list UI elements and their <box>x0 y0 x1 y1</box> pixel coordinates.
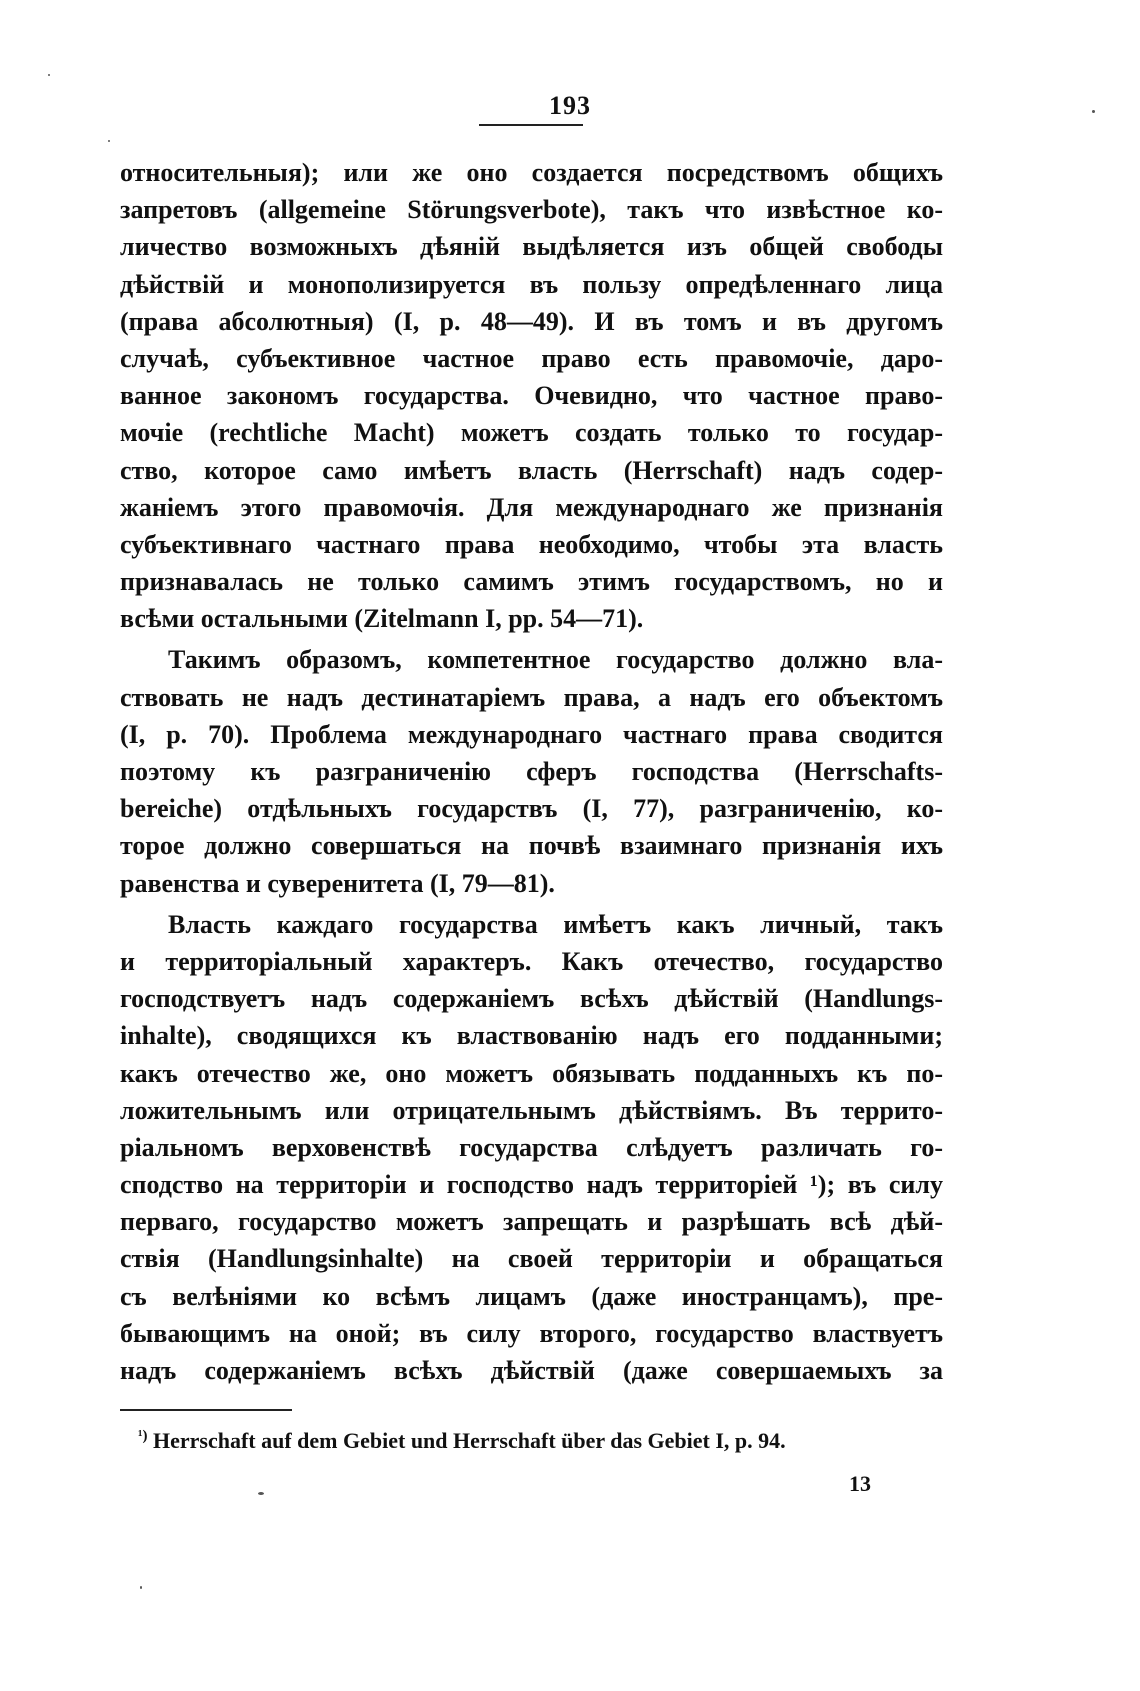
text-line: Такимъ образомъ, компетентное государство должно вла- <box>168 645 943 675</box>
text-line: равенства и суверенитета (I, 79—81). <box>120 868 555 898</box>
text-line: ствія (Handlungsinhalte) на своей территоріи и обращаться <box>120 1244 943 1274</box>
text-line: ство, которое само имѣетъ власть (Herrschaft) надъ содер- <box>120 455 943 485</box>
paragraph-2 <box>120 641 943 901</box>
scan-speck <box>1092 110 1095 113</box>
scan-speck <box>140 1586 142 1589</box>
text-line: всѣми остальными (Zitelmann I, pp. 54—71). <box>120 604 644 634</box>
text-line: относительныя); или же оно создается посредствомъ общихъ <box>120 158 943 187</box>
paragraph-3 <box>120 906 943 1389</box>
text-line: ванное закономъ государства. Очевидно, что частное право- <box>120 381 943 411</box>
text-line: личество возможныхъ дѣяній выдѣляется изъ общей свободы <box>120 232 943 262</box>
text-line: признавалась не только самимъ этимъ государствомъ, но и <box>120 567 943 597</box>
scan-speck <box>48 74 50 76</box>
header-rule <box>479 124 583 126</box>
body-text <box>120 154 943 1389</box>
scan-speck <box>108 140 110 142</box>
text-line: (I, p. 70). Проблема международнаго частнаго права сводится <box>120 719 943 749</box>
footnote-text: Herrschaft auf dem Gebiet und Herrschaft über das Gebiet I, p. 94. <box>153 1428 786 1453</box>
text-line: мочіе (rechtliche Macht) можетъ создать только то государ- <box>120 418 943 448</box>
text-line: надъ содержаніемъ всѣхъ дѣйствій (даже совершаемыхъ за <box>120 1356 943 1385</box>
text-line: (права абсолютныя) (I, p. 48—49). И въ томъ и въ другомъ <box>120 306 943 336</box>
text-line: бывающимъ на оной; въ силу второго, государство властвуетъ <box>120 1318 943 1348</box>
text-line: господствуетъ надъ содержаніемъ всѣхъ дѣйствій (Handlungs- <box>120 984 943 1014</box>
text-line: inhalte), сводящихся къ властвованію надъ его подданными; <box>120 1021 943 1051</box>
text-line: поэтому къ разграниченію сферъ господства (Herrschafts- <box>120 757 943 786</box>
text-line: съ велѣніями ко всѣмъ лицамъ (даже иностранцамъ), пре- <box>120 1281 943 1311</box>
page-number: 193 <box>549 91 591 120</box>
footnote <box>138 1428 943 1454</box>
text-line: сподство на территоріи и господство надъ территоріей ¹); въ силу <box>120 1170 943 1200</box>
text-line: ствовать не надъ дестинатаріемъ права, а надъ его объектомъ <box>120 682 943 712</box>
text-line: Власть каждаго государства имѣетъ какъ личный, такъ <box>168 909 943 939</box>
footnote-rule <box>120 1409 292 1411</box>
text-line: торое должно совершаться на почвѣ взаимнаго признанія ихъ <box>120 831 943 861</box>
text-line: какъ отечество же, оно можетъ обязывать подданныхъ къ по- <box>120 1058 943 1088</box>
text-line: bereiche) отдѣльныхъ государствъ (I, 77), разграниченію, ко- <box>120 794 943 824</box>
signature-number: 13 <box>849 1471 871 1496</box>
text-line: жаніемъ этого правомочія. Для международнаго же признанія <box>120 492 943 522</box>
scan-speck <box>258 1492 264 1495</box>
text-line: случаѣ, субъективное частное право есть правомочіе, даро- <box>120 343 943 373</box>
text-line: ріальномъ верховенствѣ государства слѣдуетъ различать го- <box>120 1132 943 1162</box>
text-line: дѣйствій и монополизируется въ пользу опредѣленнаго лица <box>120 269 943 299</box>
text-line: запретовъ (allgemeine Störungsverbote), такъ что извѣстное ко- <box>120 195 943 225</box>
text-line: перваго, государство можетъ запрещать и разрѣшать всѣ дѣй- <box>120 1207 943 1237</box>
text-line: и территоріальный характеръ. Какъ отечество, государство <box>120 946 943 976</box>
footnote-marker: ¹) <box>138 1428 148 1444</box>
paragraph-1 <box>120 154 943 637</box>
text-line: ложительнымъ или отрицательнымъ дѣйствіямъ. Въ террито- <box>120 1095 943 1125</box>
text-line: субъективнаго частнаго права необходимо, чтобы эта власть <box>120 529 943 559</box>
